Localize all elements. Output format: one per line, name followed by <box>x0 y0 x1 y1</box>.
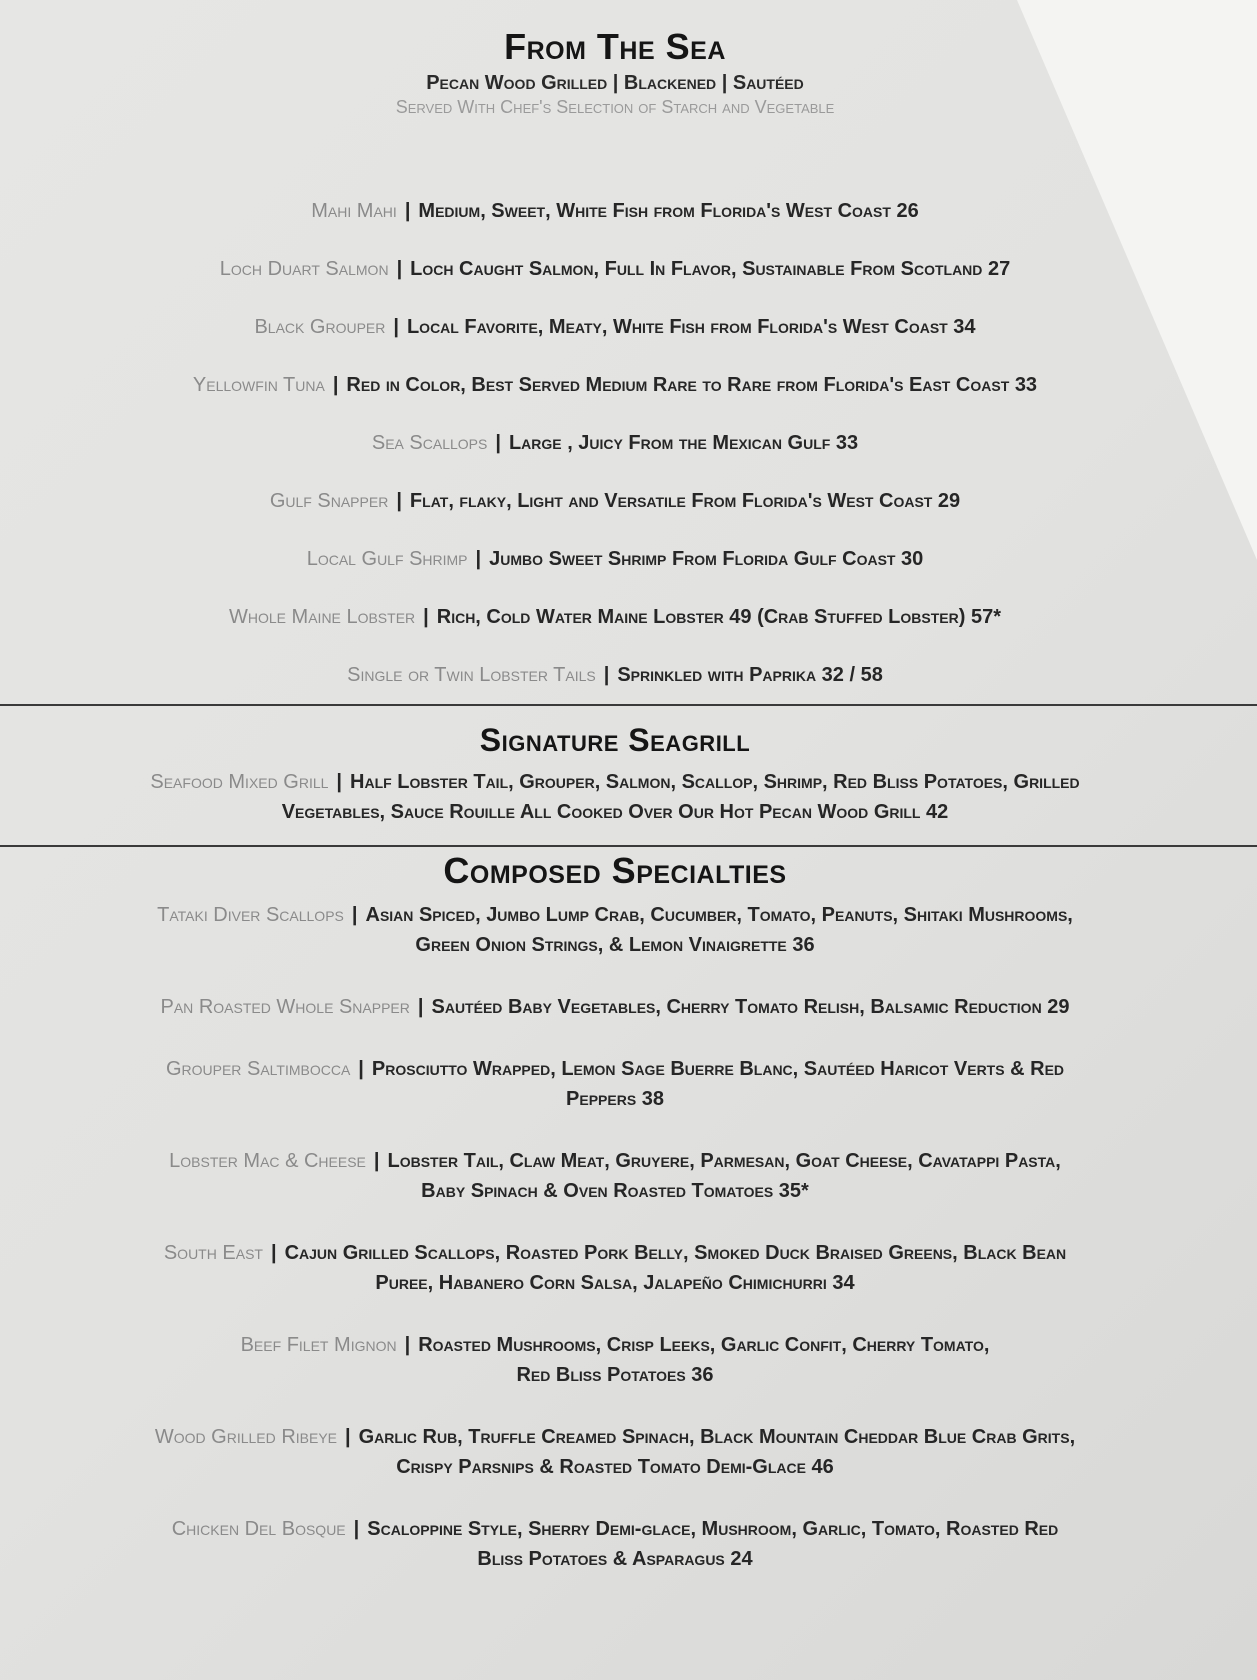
item-price: 34 <box>953 316 976 338</box>
item-desc: Sprinkled with Paprika <box>617 664 817 686</box>
item-desc: Scaloppine Style, Sherry Demi-glace, Mushroom, Garlic, Tomato, Roasted Red <box>367 1518 1059 1540</box>
section-title-signature: Signature Seagrill <box>479 722 751 758</box>
section-divider <box>0 845 1257 847</box>
item-price: 49 (Crab Stuffed Lobster) 57* <box>729 606 1001 628</box>
composed-items <box>30 900 1200 1606</box>
sea-items <box>30 196 1200 718</box>
menu-item: Mahi Mahi | Medium, Sweet, White Fish from Florida's West Coast 26 <box>311 200 919 222</box>
item-name: Black Grouper <box>254 316 386 338</box>
item-name: Mahi Mahi <box>311 200 397 222</box>
menu-item: Yellowfin Tuna | Red in Color, Best Served Medium Rare to Rare from Florida's East Coast 33 <box>192 374 1038 396</box>
item-name: Loch Duart Salmon <box>219 258 389 280</box>
signature-section <box>30 722 1200 827</box>
item-desc: Lobster Tail, Claw Meat, Gruyere, Parmesan, Goat Cheese, Cavatappi Pasta, <box>387 1150 1061 1172</box>
item-desc: Local Favorite, Meaty, White Fish from Florida's West Coast <box>406 316 948 338</box>
item-name: Wood Grilled Ribeye <box>154 1426 338 1448</box>
item-name: Sea Scallops <box>371 432 488 454</box>
item-desc: Flat, flaky, Light and Versatile From Florida's West Coast <box>409 490 933 512</box>
item-desc-cont: Crispy Parsnips & Roasted Tomato Demi-Glace 46 <box>396 1456 834 1478</box>
item-desc-cont: Vegetables, Sauce Rouille All Cooked Over Our Hot Pecan Wood Grill 42 <box>281 801 949 823</box>
menu-item: South East | Cajun Grilled Scallops, Roasted Pork Belly, Smoked Duck Braised Greens, Black Bean Puree, Habanero Corn Salsa, Jalapeño Chimichurri 34 <box>163 1242 1067 1294</box>
item-desc: Red in Color, Best Served Medium Rare to Rare from Florida's East Coast <box>346 374 1010 396</box>
item-desc-cont: Green Onion Strings, & Lemon Vinaigrette 36 <box>415 934 815 956</box>
item-name: Tataki Diver Scallops <box>157 904 344 926</box>
menu-item: Loch Duart Salmon | Loch Caught Salmon, Full In Flavor, Sustainable From Scotland 27 <box>219 258 1011 280</box>
menu-item: Sea Scallops | Large , Juicy From the Mexican Gulf 33 <box>371 432 859 454</box>
item-price: 32 / 58 <box>821 664 883 686</box>
section-divider <box>0 704 1257 706</box>
section-title-composed: Composed Specialties <box>443 850 787 891</box>
menu-item: Gulf Snapper | Flat, flaky, Light and Versatile From Florida's West Coast 29 <box>269 490 961 512</box>
item-desc: Loch Caught Salmon, Full In Flavor, Sustainable From Scotland <box>410 258 983 280</box>
sea-header <box>30 26 1200 118</box>
item-desc-cont: Red Bliss Potatoes 36 <box>516 1364 714 1386</box>
item-name: Chicken Del Bosque <box>171 1518 346 1540</box>
menu-item: Wood Grilled Ribeye | Garlic Rub, Truffle Creamed Spinach, Black Mountain Cheddar Blue Crab Grits, Crispy Parsnips & Roasted Tomato Demi-Glace 46 <box>154 1426 1076 1478</box>
item-name: Gulf Snapper <box>269 490 389 512</box>
item-price: 26 <box>896 200 919 222</box>
item-desc-cont: Peppers 38 <box>566 1088 664 1110</box>
item-name: Pan Roasted Whole Snapper <box>160 996 410 1018</box>
item-name: Yellowfin Tuna <box>192 374 325 396</box>
item-desc-cont: Baby Spinach & Oven Roasted Tomatoes 35* <box>421 1180 809 1202</box>
served-with-note: Served With Chef's Selection of Starch and Vegetable <box>395 97 835 117</box>
menu-item: Local Gulf Shrimp | Jumbo Sweet Shrimp From Florida Gulf Coast 30 <box>306 548 924 570</box>
cooking-methods: Pecan Wood Grilled | Blackened | Sautéed <box>426 72 804 94</box>
item-desc: Half Lobster Tail, Grouper, Salmon, Scallop, Shrimp, Red Bliss Potatoes, Grilled <box>350 771 1080 793</box>
menu-item: Chicken Del Bosque | Scaloppine Style, Sherry Demi-glace, Mushroom, Garlic, Tomato, Roasted Red Bliss Potatoes & Asparagus 24 <box>171 1518 1059 1570</box>
item-name: Single or Twin Lobster Tails <box>347 664 596 686</box>
menu-item: Grouper Saltimbocca | Prosciutto Wrapped, Lemon Sage Buerre Blanc, Sautéed Haricot Verts & Red Peppers 38 <box>165 1058 1065 1110</box>
item-name: South East <box>163 1242 263 1264</box>
menu-item: Seafood Mixed Grill | Half Lobster Tail, Grouper, Salmon, Scallop, Shrimp, Red Bliss Potatoes, Grilled Vegetables, Sauce Rouille All Cooked Over Our Hot Pecan Wood Grill 42 <box>150 771 1080 823</box>
item-desc: Prosciutto Wrapped, Lemon Sage Buerre Blanc, Sautéed Haricot Verts & Red <box>371 1058 1065 1080</box>
item-name: Seafood Mixed Grill <box>150 771 329 793</box>
item-name: Beef Filet Mignon <box>240 1334 397 1356</box>
item-desc: Asian Spiced, Jumbo Lump Crab, Cucumber, Tomato, Peanuts, Shitaki Mushrooms, <box>365 904 1073 926</box>
menu-item: Lobster Mac & Cheese | Lobster Tail, Claw Meat, Gruyere, Parmesan, Goat Cheese, Cavatappi Pasta, Baby Spinach & Oven Roasted Tomatoes 35* <box>169 1150 1061 1202</box>
menu-item: Black Grouper | Local Favorite, Meaty, White Fish from Florida's West Coast 34 <box>254 316 976 338</box>
item-price: 27 <box>987 258 1011 280</box>
composed-section <box>30 850 1200 892</box>
item-desc: Jumbo Sweet Shrimp From Florida Gulf Coast <box>489 548 896 570</box>
item-name: Grouper Saltimbocca <box>165 1058 351 1080</box>
menu-item: Tataki Diver Scallops | Asian Spiced, Jumbo Lump Crab, Cucumber, Tomato, Peanuts, Shitaki Mushrooms, Green Onion Strings, & Lemon Vinaigrette 36 <box>157 904 1073 956</box>
item-desc-cont: Bliss Potatoes & Asparagus 24 <box>477 1548 753 1570</box>
item-desc: Garlic Rub, Truffle Creamed Spinach, Black Mountain Cheddar Blue Crab Grits, <box>358 1426 1076 1448</box>
item-name: Lobster Mac & Cheese <box>169 1150 366 1172</box>
item-price: 33 <box>835 432 859 454</box>
section-title-sea: From The Sea <box>504 26 726 67</box>
menu-item: Pan Roasted Whole Snapper | Sautéed Baby Vegetables, Cherry Tomato Relish, Balsamic Reduction 29 <box>160 996 1070 1018</box>
item-price: 29 <box>937 490 961 512</box>
menu-item: Beef Filet Mignon | Roasted Mushrooms, Crisp Leeks, Garlic Confit, Cherry Tomato, Red Bliss Potatoes 36 <box>240 1334 990 1386</box>
item-desc: Rich, Cold Water Maine Lobster <box>436 606 724 628</box>
item-price: 33 <box>1014 374 1038 396</box>
item-desc: Sautéed Baby Vegetables, Cherry Tomato Relish, Balsamic Reduction 29 <box>431 996 1070 1018</box>
menu-item: Single or Twin Lobster Tails | Sprinkled with Paprika 32 / 58 <box>347 664 883 686</box>
item-desc: Medium, Sweet, White Fish from Florida's West Coast <box>418 200 891 222</box>
item-desc: Roasted Mushrooms, Crisp Leeks, Garlic Confit, Cherry Tomato, <box>418 1334 990 1356</box>
item-desc: Large , Juicy From the Mexican Gulf <box>508 432 831 454</box>
item-desc: Cajun Grilled Scallops, Roasted Pork Belly, Smoked Duck Braised Greens, Black Bean <box>284 1242 1067 1264</box>
item-price: 30 <box>901 548 924 570</box>
item-name: Local Gulf Shrimp <box>306 548 468 570</box>
menu-item: Whole Maine Lobster | Rich, Cold Water Maine Lobster 49 (Crab Stuffed Lobster) 57* <box>229 606 1001 628</box>
item-desc-cont: Puree, Habanero Corn Salsa, Jalapeño Chimichurri 34 <box>375 1272 855 1294</box>
item-name: Whole Maine Lobster <box>229 606 416 628</box>
